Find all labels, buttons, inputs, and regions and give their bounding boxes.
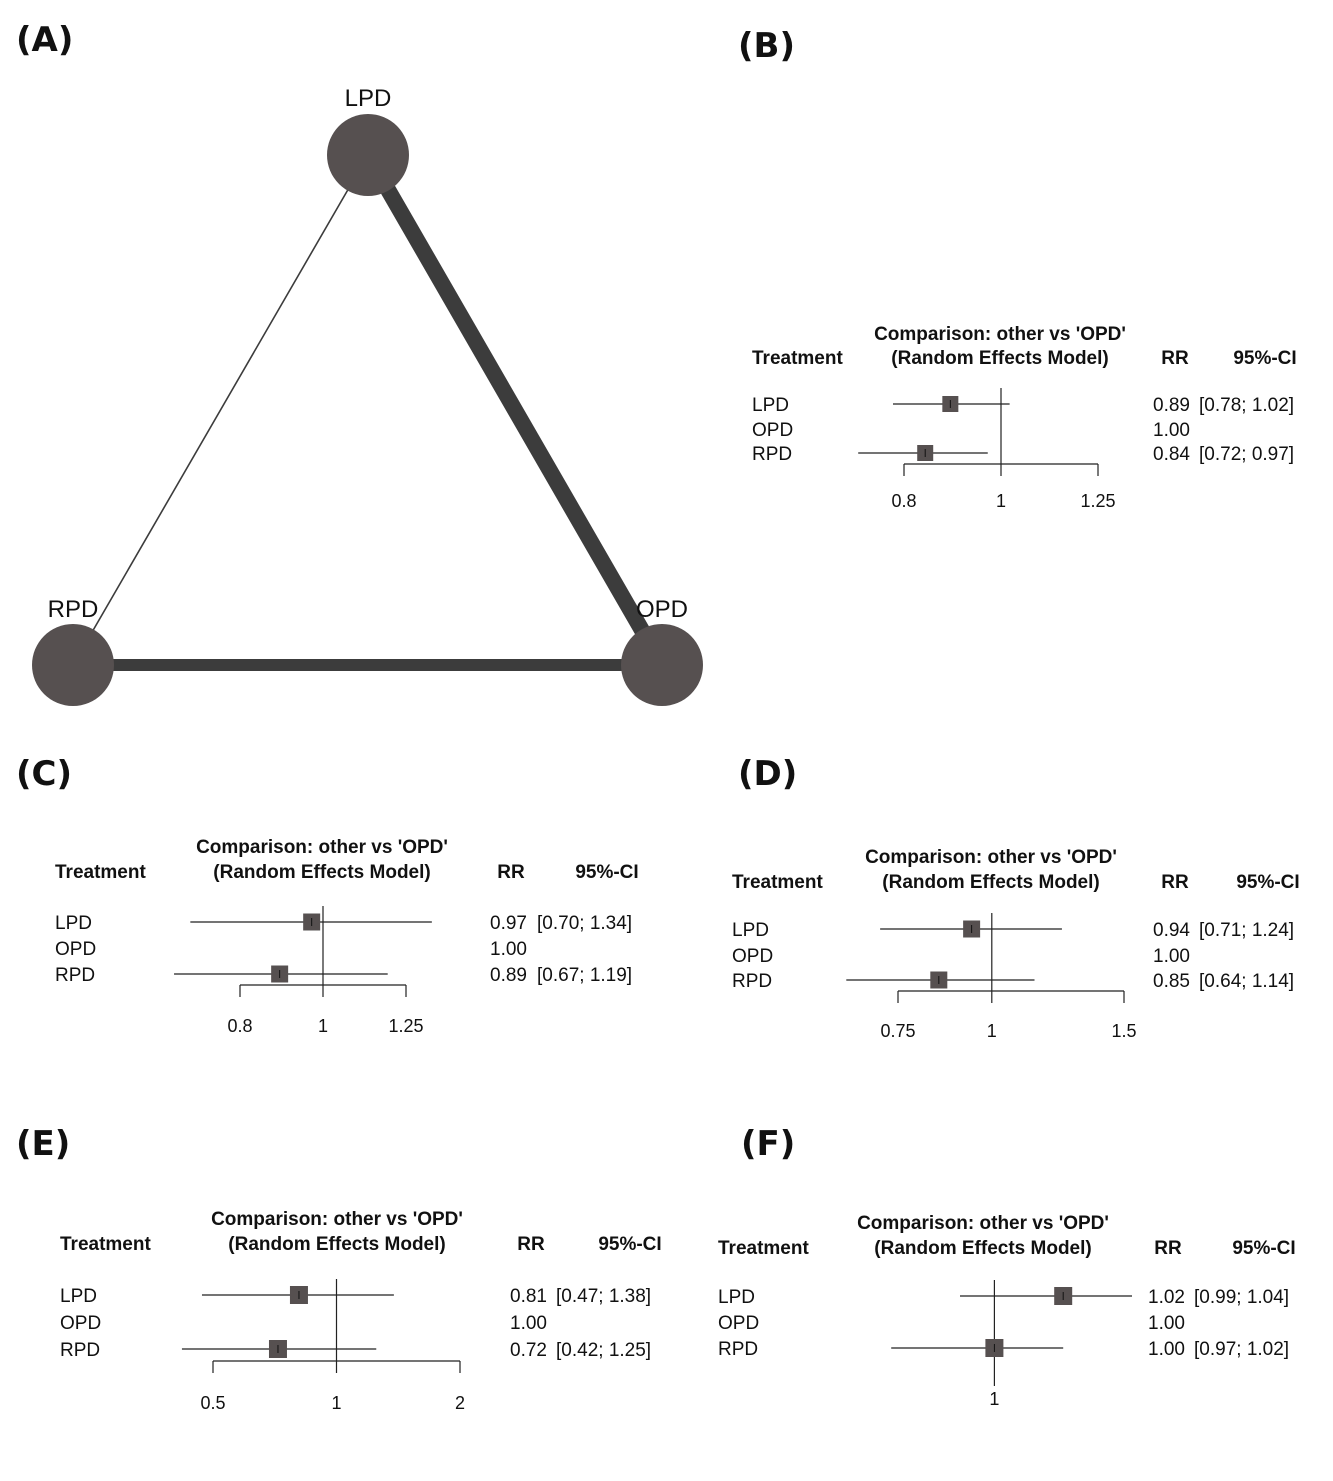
x-tick-label: 0.8: [227, 1016, 253, 1036]
row-treatment-label: RPD: [55, 965, 96, 986]
node-label-lpd: LPD: [344, 85, 392, 112]
header-ci: 95%-CI: [575, 862, 639, 883]
panel-label-b: (B): [738, 26, 795, 66]
row-rr-value: 0.72: [510, 1340, 547, 1361]
x-tick-label: 0.8: [891, 491, 917, 511]
row-ci-value: [0.42; 1.25]: [556, 1340, 652, 1361]
node-label-rpd: RPD: [47, 596, 99, 623]
header-model: (Random Effects Model): [213, 862, 431, 883]
panel-label-f: (F): [741, 1124, 796, 1164]
row-treatment-label: LPD: [752, 395, 789, 416]
row-rr-value: 0.94: [1153, 920, 1190, 941]
header-model: (Random Effects Model): [891, 348, 1109, 369]
header-ci: 95%-CI: [1236, 872, 1300, 893]
row-treatment-label: OPD: [55, 939, 97, 960]
x-tick-label: 1: [986, 1021, 997, 1041]
row-rr-value: 0.85: [1153, 971, 1190, 992]
row-rr-value: 1.00: [1148, 1339, 1185, 1360]
row-treatment-label: LPD: [60, 1286, 97, 1307]
row-ci-value: [0.97; 1.02]: [1194, 1339, 1290, 1360]
panel-label-e: (E): [16, 1124, 71, 1164]
x-tick-label: 1.5: [1111, 1021, 1137, 1041]
header-model: (Random Effects Model): [874, 1238, 1092, 1259]
header-comparison: Comparison: other vs 'OPD': [865, 847, 1117, 868]
row-rr-value: 0.97: [490, 913, 527, 934]
row-ci-value: [0.78; 1.02]: [1199, 395, 1295, 416]
header-comparison: Comparison: other vs 'OPD': [874, 324, 1126, 345]
node-label-opd: OPD: [635, 596, 689, 623]
header-model: (Random Effects Model): [882, 872, 1100, 893]
x-tick-label: 2: [454, 1393, 466, 1413]
row-rr-value: 0.81: [510, 1286, 547, 1307]
header-comparison: Comparison: other vs 'OPD': [211, 1209, 463, 1230]
x-tick-label: 1.25: [388, 1016, 424, 1036]
row-treatment-label: LPD: [718, 1287, 755, 1308]
panel-label-c: (C): [16, 754, 73, 794]
header-ci: 95%-CI: [1232, 1238, 1296, 1259]
row-treatment-label: RPD: [60, 1340, 101, 1361]
panel-label-a: (A): [16, 20, 74, 60]
row-treatment-label: OPD: [718, 1313, 760, 1334]
x-tick-label: 0.75: [880, 1021, 916, 1041]
header-treatment: Treatment: [732, 872, 823, 893]
row-rr-value: 1.00: [1148, 1313, 1185, 1334]
header-ci: 95%-CI: [1233, 348, 1297, 369]
row-rr-value: 1.02: [1148, 1287, 1185, 1308]
header-treatment: Treatment: [60, 1234, 151, 1255]
header-treatment: Treatment: [718, 1238, 809, 1259]
row-rr-value: 1.00: [1153, 420, 1190, 441]
row-treatment-label: OPD: [752, 420, 794, 441]
header-ci: 95%-CI: [598, 1234, 662, 1255]
header-rr: RR: [517, 1234, 545, 1255]
row-rr-value: 0.89: [1153, 395, 1190, 416]
x-tick-label: 1: [331, 1393, 342, 1413]
row-treatment-label: OPD: [60, 1313, 102, 1334]
header-rr: RR: [1161, 872, 1189, 893]
row-treatment-label: LPD: [55, 913, 92, 934]
row-ci-value: [0.71; 1.24]: [1199, 920, 1295, 941]
header-rr: RR: [1161, 348, 1189, 369]
header-model: (Random Effects Model): [228, 1234, 446, 1255]
row-ci-value: [0.70; 1.34]: [537, 913, 633, 934]
row-ci-value: [0.99; 1.04]: [1194, 1287, 1290, 1308]
row-treatment-label: LPD: [732, 920, 769, 941]
x-tick-label: 0.5: [200, 1393, 226, 1413]
header-rr: RR: [1154, 1238, 1182, 1259]
row-rr-value: 0.84: [1153, 444, 1190, 465]
header-treatment: Treatment: [752, 348, 843, 369]
panel-label-d: (D): [738, 754, 798, 794]
row-treatment-label: RPD: [718, 1339, 759, 1360]
header-rr: RR: [497, 862, 525, 883]
header-treatment: Treatment: [55, 862, 146, 883]
row-ci-value: [0.64; 1.14]: [1199, 971, 1295, 992]
row-treatment-label: RPD: [752, 444, 793, 465]
x-tick-label: 1: [317, 1016, 329, 1036]
row-ci-value: [0.72; 0.97]: [1199, 444, 1295, 465]
row-ci-value: [0.67; 1.19]: [537, 965, 633, 986]
row-treatment-label: RPD: [732, 971, 773, 992]
header-comparison: Comparison: other vs 'OPD': [196, 837, 448, 858]
row-rr-value: 1.00: [1153, 946, 1190, 967]
x-tick-label: 1: [995, 491, 1007, 511]
header-comparison: Comparison: other vs 'OPD': [857, 1213, 1109, 1234]
row-ci-value: [0.47; 1.38]: [556, 1286, 652, 1307]
x-tick-label: 1.25: [1080, 491, 1116, 511]
x-tick-label: 1: [989, 1389, 1000, 1409]
row-rr-value: 0.89: [490, 965, 527, 986]
row-rr-value: 1.00: [510, 1313, 547, 1334]
row-rr-value: 1.00: [490, 939, 527, 960]
row-treatment-label: OPD: [732, 946, 774, 967]
